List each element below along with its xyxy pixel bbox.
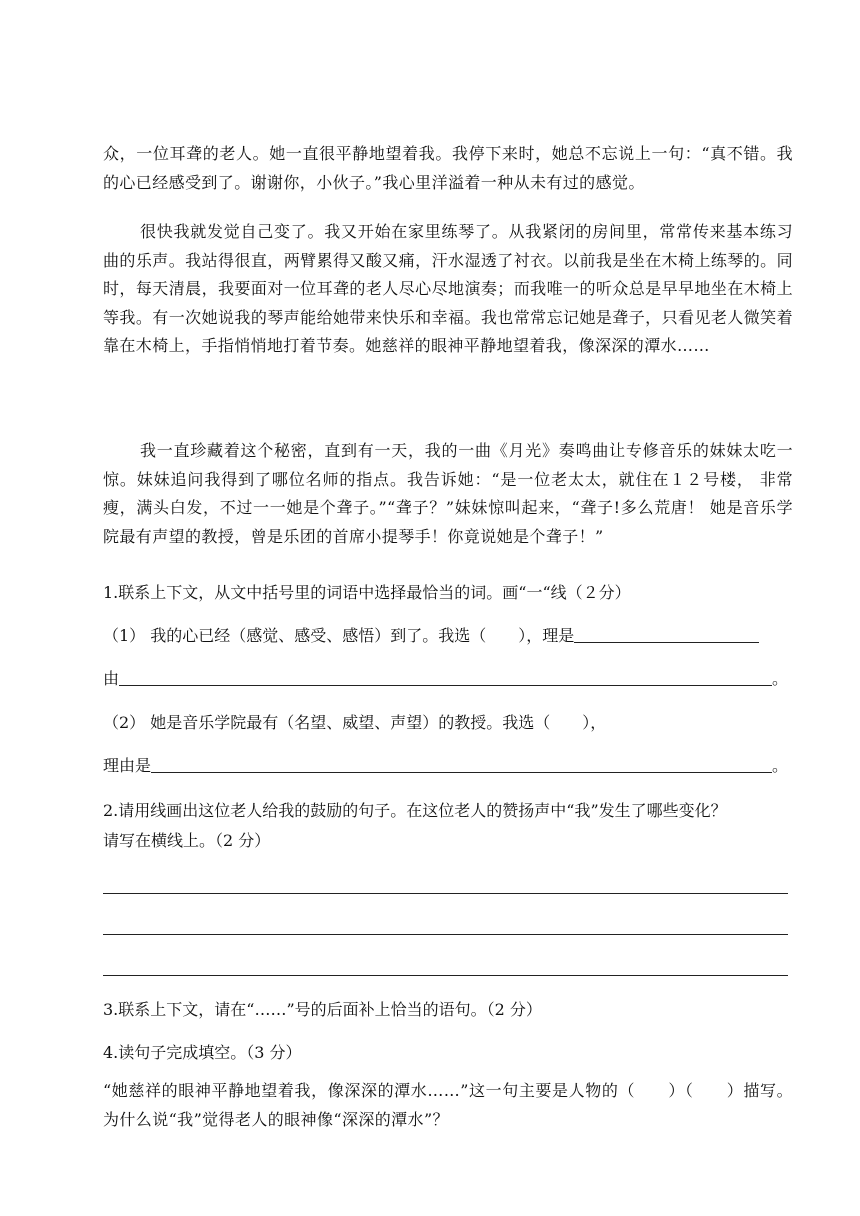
question-1-part-2-continued: [103, 756, 788, 776]
question-2-prompt-line-1: 2.请用线画出这位老人给我的鼓励的句子。在这位老人的赞扬声中“我”发生了哪些变化？: [103, 801, 727, 820]
question-1-part-1: [103, 626, 759, 646]
answer-blank-1-1-reason[interactable]: [574, 626, 759, 643]
passage-paragraph-2: 很快我就发觉自己变了。我又开始在家里练琴了。从我紧闭的房间里，常常传来基本练习曲的乐声。我站得很直，两臂累得又酸又痛，汗水湿透了衬衣。以前我是坐在木椅上练琴的。同时，每天清晨，我要面对一位耳聋的老人尽心尽地演奏；而我唯一的听众总是早早地坐在木椅上等我。有一次她说我的琴声能给她带来快乐和幸福。我也常常忘记她是聋子，只看见老人微笑着靠在木椅上，手指悄悄地打着节奏。她慈祥的眼神平静地望着我，像深深的潭水……: [103, 222, 793, 355]
answer-blank-1-2-reason[interactable]: [151, 756, 772, 773]
answer-line-2-2[interactable]: [103, 934, 788, 935]
question-1-part-1-continued: [103, 669, 788, 689]
reason-label: 理由是: [103, 756, 152, 775]
passage-paragraph-3: 我一直珍藏着这个秘密，直到有一天，我的一曲《月光》奏鸣曲让专修音乐的妹妹太吃一惊。妹妹追问我得到了哪位名师的指点。我告诉她：“是一位老太太，就住在１２号楼， 非常瘦，满头白发，不过一一她是个聋子。”“聋子？”妹妹惊叫起来，“聋子!多么荒唐！ 她是音乐学院最有声望的教授，曾是乐团的首席小提琴手！你竟说她是个聋子！”: [103, 441, 793, 546]
passage-paragraph-1: 众，一位耳聋的老人。她一直很平静地望着我。我停下来时，她总不忘说上一句：“真不错。我的心已经感受到了。谢谢你，小伙子。”我心里洋溢着一种从未有过的感觉。: [103, 144, 793, 192]
question-1-part-1-text: （1） 我的心已经（感觉、感受、感悟）到了。我选（ ），理是: [103, 626, 575, 645]
answer-line-2-3[interactable]: [103, 975, 788, 976]
question-1-prompt: 1.联系上下文，从文中括号里的词语中选择最恰当的词。画“一“线（２分）: [103, 583, 631, 602]
question-3-prompt: 3.联系上下文，请在“……”号的后面补上恰当的语句。（2 分）: [103, 1000, 542, 1019]
question-1-part-2: （2） 她是音乐学院最有（名望、威望、声望）的教授。我选（ ），: [103, 713, 607, 732]
answer-line-2-1[interactable]: [103, 893, 788, 894]
reason-prefix-label: 由: [103, 669, 120, 688]
question-4-prompt: 4.读句子完成填空。（3 分）: [103, 1043, 302, 1062]
question-2-prompt-line-2: 请写在横线上。（2 分）: [103, 831, 271, 850]
period-mark: 。: [772, 669, 789, 688]
question-4-text: “她慈祥的眼神平静地望着我，像深深的潭水……”这一句主要是人物的（ ）（ ）描写。为什么说“我”觉得老人的眼神像“深深的潭水”？: [103, 1081, 793, 1129]
period-mark: 。: [772, 756, 789, 775]
answer-blank-1-1-line2[interactable]: [119, 669, 772, 686]
